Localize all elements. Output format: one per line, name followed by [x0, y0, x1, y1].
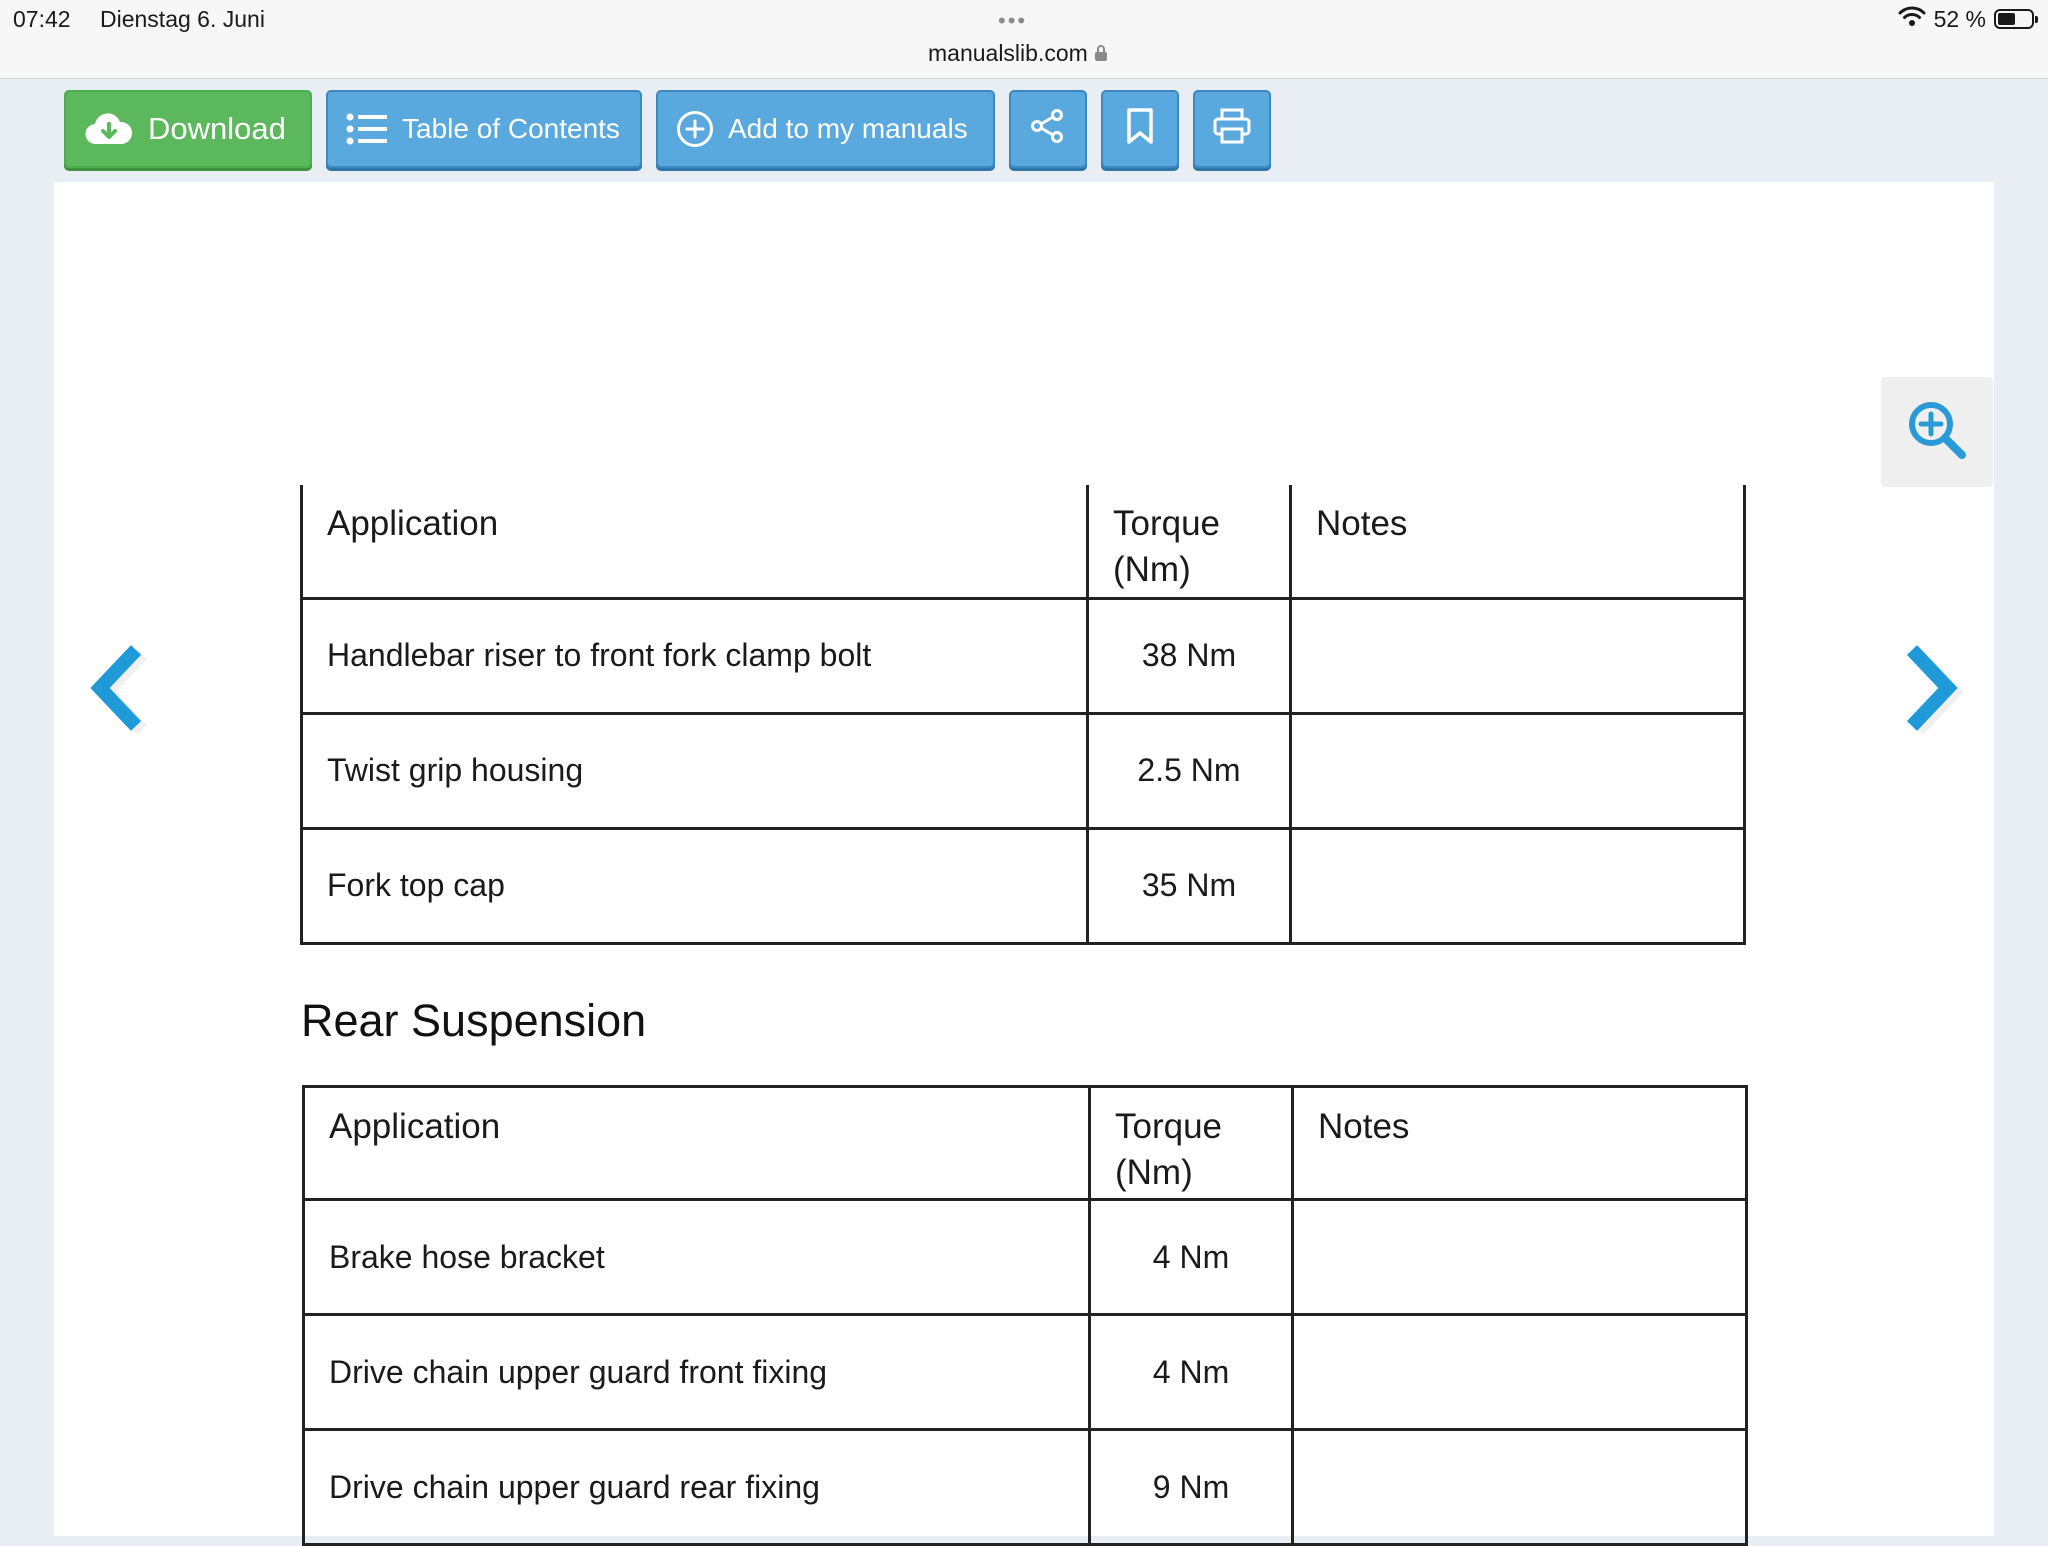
url-text: manualslib.com	[928, 40, 1088, 66]
table-row	[304, 1430, 1747, 1545]
download-button[interactable]	[64, 90, 312, 168]
toolbar	[64, 90, 1271, 172]
cell-torque: 4 Nm	[1090, 1315, 1293, 1430]
url-bar[interactable]	[928, 40, 1108, 67]
table-row	[302, 598, 1745, 713]
header-torque	[1090, 1087, 1293, 1200]
header-application: Application	[302, 485, 1088, 598]
header-torque-line1: Torque	[1115, 1107, 1223, 1146]
table-row	[304, 1315, 1747, 1430]
table-row	[302, 713, 1745, 828]
clock: 07:42	[13, 6, 71, 32]
header-notes: Notes	[1293, 1087, 1747, 1200]
cell-application: Brake hose bracket	[304, 1200, 1090, 1315]
cell-application: Drive chain upper guard front fixing	[304, 1315, 1090, 1430]
battery-fill	[1998, 13, 2015, 25]
cell-torque: 38 Nm	[1088, 598, 1291, 713]
section-title-rear-suspension: Rear Suspension	[301, 995, 647, 1046]
list-icon	[346, 112, 388, 146]
status-indicators	[1898, 5, 2034, 33]
cell-application: Drive chain upper guard rear fixing	[304, 1430, 1090, 1545]
lock-icon	[1094, 40, 1108, 66]
cell-notes	[1291, 828, 1745, 943]
download-label: Download	[148, 111, 286, 146]
cell-notes	[1293, 1430, 1747, 1545]
print-button[interactable]	[1193, 90, 1271, 168]
table-of-contents-button[interactable]	[326, 90, 642, 168]
cell-application: Twist grip housing	[302, 713, 1088, 828]
table-row	[302, 828, 1745, 943]
wifi-icon	[1898, 5, 1926, 33]
header-notes: Notes	[1291, 485, 1745, 598]
add-to-my-manuals-button[interactable]	[656, 90, 995, 168]
battery-tip	[2035, 16, 2038, 23]
cell-application: Fork top cap	[302, 828, 1088, 943]
add-label: Add to my manuals	[728, 113, 968, 144]
header-torque-line1: Torque	[1113, 504, 1221, 543]
battery-percent: 52 %	[1933, 5, 1986, 32]
toc-label: Table of Contents	[402, 113, 620, 144]
battery-icon	[1994, 9, 2034, 29]
front-suspension-torque-table	[300, 485, 1746, 945]
header-torque	[1088, 485, 1291, 598]
previous-page-button[interactable]	[86, 640, 146, 740]
rear-suspension-torque-table	[302, 1085, 1748, 1546]
cell-application: Handlebar riser to front fork clamp bolt	[302, 598, 1088, 713]
cell-torque: 4 Nm	[1090, 1200, 1293, 1315]
next-page-button[interactable]	[1900, 640, 1960, 740]
chevron-right-icon	[1900, 727, 1970, 744]
cell-notes	[1293, 1200, 1747, 1315]
cell-torque: 2.5 Nm	[1088, 713, 1291, 828]
share-button[interactable]	[1009, 90, 1087, 168]
tab-dots-handle[interactable]: •••	[998, 8, 1028, 33]
table-header-row	[302, 485, 1745, 598]
bookmark-button[interactable]	[1101, 90, 1179, 168]
chevron-left-icon	[86, 727, 156, 744]
cell-torque: 9 Nm	[1090, 1430, 1293, 1545]
cloud-download-icon	[84, 112, 134, 146]
table-row	[304, 1200, 1747, 1315]
zoom-in-button[interactable]	[1881, 377, 1993, 487]
bookmark-icon	[1124, 107, 1156, 152]
cell-notes	[1293, 1315, 1747, 1430]
share-icon	[1029, 107, 1067, 152]
cell-notes	[1291, 598, 1745, 713]
table-header-row	[304, 1087, 1747, 1200]
status-bar	[0, 0, 2048, 79]
cell-notes	[1291, 713, 1745, 828]
plus-circle-icon	[676, 110, 714, 148]
header-torque-line2: (Nm)	[1113, 550, 1191, 589]
header-torque-line2: (Nm)	[1115, 1153, 1193, 1192]
cell-torque: 35 Nm	[1088, 828, 1291, 943]
date: Dienstag 6. Juni	[100, 6, 265, 32]
zoom-in-icon	[1906, 399, 1968, 466]
header-application: Application	[304, 1087, 1090, 1200]
print-icon	[1212, 107, 1252, 152]
